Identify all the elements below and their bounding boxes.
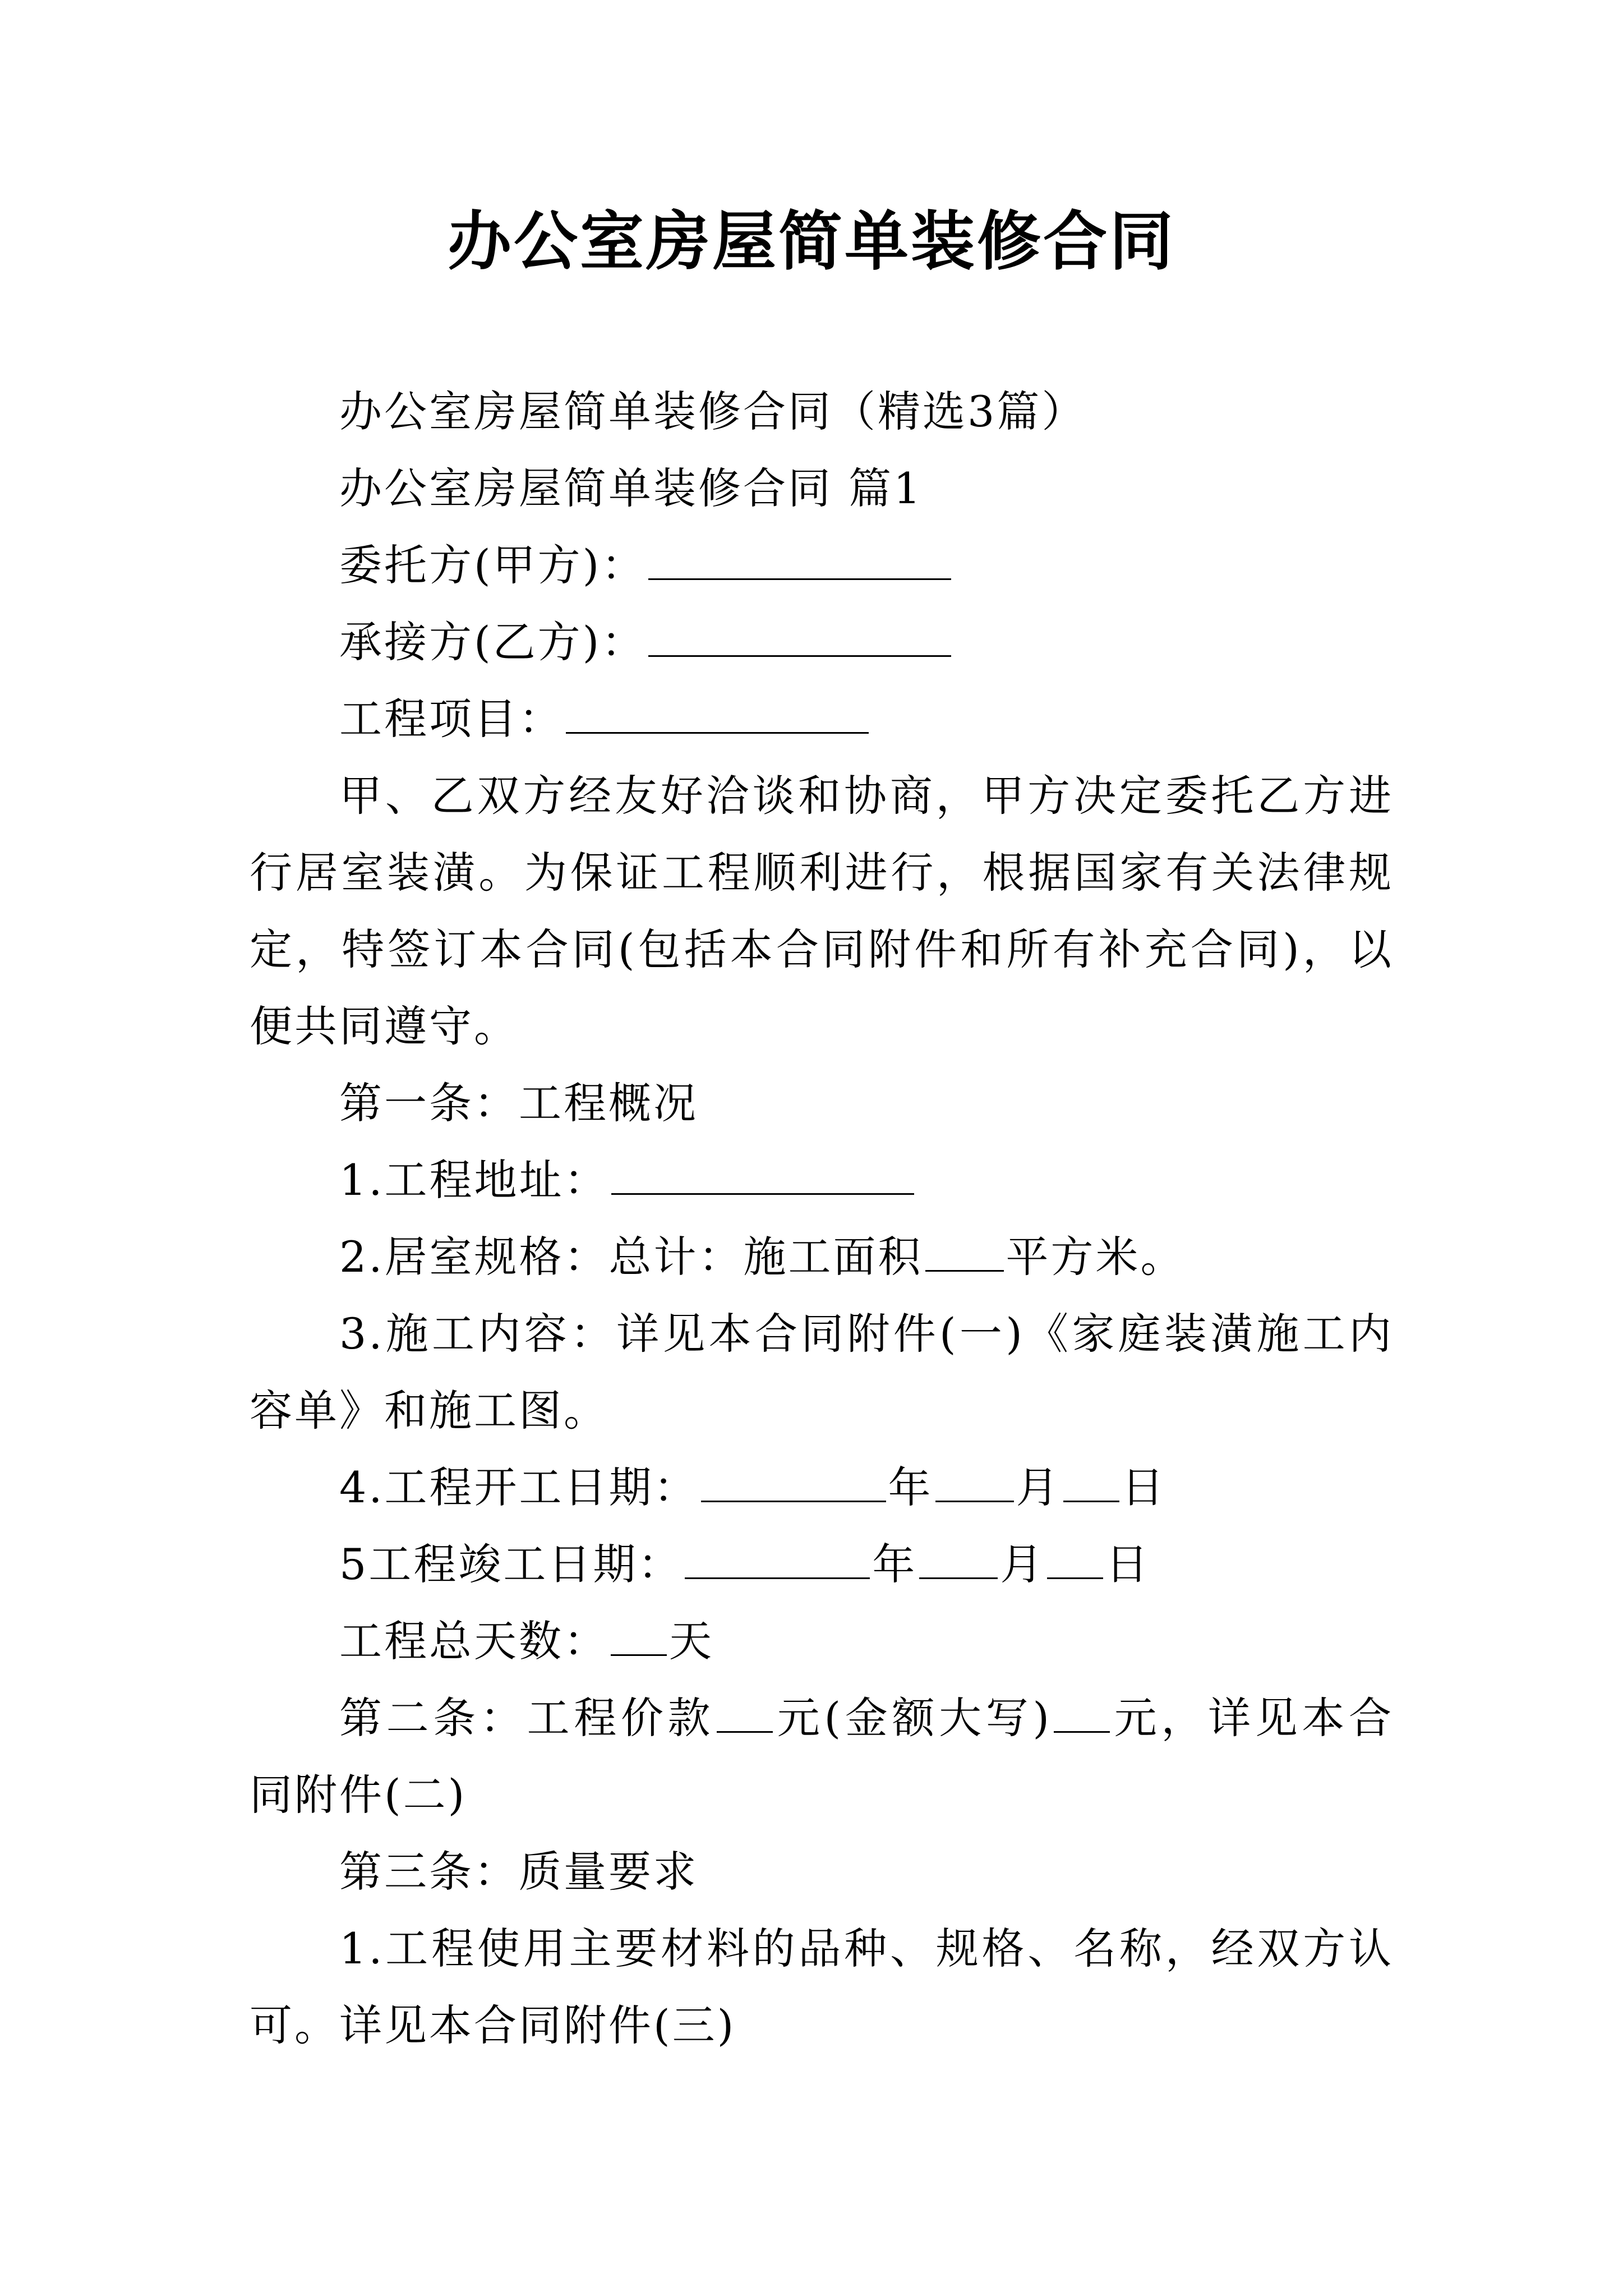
price-tail: 元，详见本合同附件(二): [250, 1693, 1394, 1820]
paragraph-start-date: [250, 1449, 1394, 1526]
paragraph-subtitle: 办公室房屋简单装修合同（精选3篇）: [339, 386, 1087, 436]
paragraph-party-a: [250, 527, 1394, 604]
total-days-label: 工程总天数：: [339, 1616, 608, 1666]
end-day-text: 日: [1105, 1539, 1151, 1589]
start-year-blank: [701, 1458, 886, 1502]
end-date-label: 5工程竣工日期：: [339, 1539, 683, 1589]
start-day-text: 日: [1121, 1462, 1166, 1512]
document-body: [250, 373, 1394, 2064]
party-a-label: 委托方(甲方)：: [339, 540, 647, 590]
project-blank: [566, 689, 869, 734]
party-b-blank: [648, 613, 951, 657]
end-year-text: 年: [872, 1539, 917, 1589]
paragraph-address: [250, 1142, 1394, 1218]
price-words-blank: [1054, 1688, 1110, 1733]
document-title: 办公室房屋简单装修合同: [447, 204, 1175, 279]
paragraph-section-heading: 办公室房屋简单装修合同 篇1: [339, 463, 923, 513]
price-blank: [717, 1688, 773, 1733]
paragraph-materials: 1.工程使用主要材料的品种、规格、名称，经双方认可。详见本合同附件(三): [250, 1924, 1394, 2050]
total-days-blank: [611, 1612, 667, 1656]
end-month-text: 月: [1000, 1539, 1045, 1589]
address-blank: [611, 1151, 914, 1195]
price-label: 第二条：工程价款: [339, 1693, 715, 1743]
area-blank: [925, 1227, 1004, 1272]
area-label: 2.居室规格：总计：施工面积: [339, 1232, 923, 1282]
start-month-text: 月: [1016, 1462, 1061, 1512]
area-unit: 平方米。: [1006, 1232, 1186, 1282]
paragraph-article-1: 第一条：工程概况: [339, 1078, 698, 1128]
paragraph-scope: 3.施工内容：详见本合同附件(一)《家庭装潢施工内容单》和施工图。: [250, 1309, 1394, 1435]
start-day-blank: [1063, 1458, 1119, 1502]
start-date-label: 4.工程开工日期：: [339, 1462, 699, 1512]
party-b-label: 承接方(乙方)：: [339, 617, 647, 667]
paragraph-total-days: [250, 1603, 1394, 1680]
paragraph-project: [250, 680, 1394, 757]
total-days-unit: 天: [669, 1616, 714, 1666]
paragraph-area: [250, 1218, 1394, 1295]
project-label: 工程项目：: [339, 694, 564, 744]
price-words-label: 元(金额大写): [775, 1693, 1052, 1743]
start-year-text: 年: [888, 1462, 933, 1512]
end-day-blank: [1047, 1535, 1103, 1579]
address-label: 1.工程地址：: [339, 1155, 609, 1205]
paragraph-article-2: [250, 1680, 1394, 1833]
paragraph-end-date: [250, 1526, 1394, 1603]
paragraph-article-3: 第三条：质量要求: [339, 1847, 698, 1897]
paragraph-party-b: [250, 604, 1394, 680]
end-month-blank: [919, 1535, 998, 1579]
end-year-blank: [685, 1535, 870, 1579]
start-month-blank: [935, 1458, 1014, 1502]
paragraph-preamble: 甲、乙双方经友好洽谈和协商，甲方决定委托乙方进行居室装潢。为保证工程顺利进行，根据国家有关法律规定，特签订本合同(包括本合同附件和所有补充合同)，以便共同遵守。: [250, 771, 1394, 1051]
party-a-blank: [648, 536, 951, 580]
